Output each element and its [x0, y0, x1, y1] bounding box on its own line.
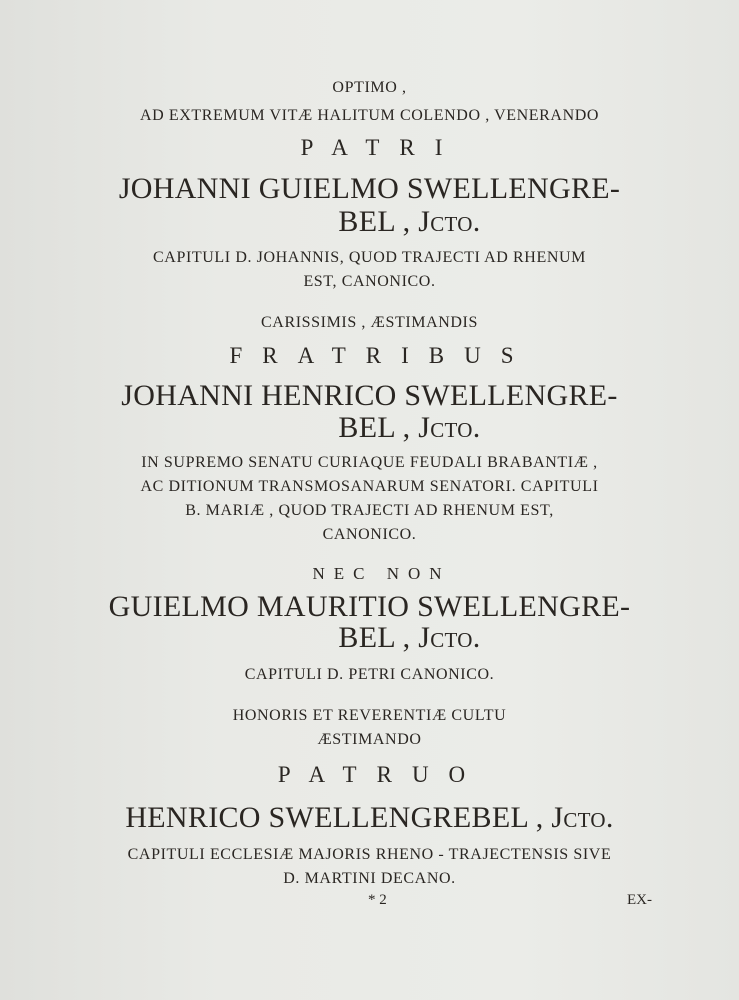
dedication-line: CANONICO.: [322, 526, 417, 543]
dedication-line: B. MARIÆ , QUOD TRAJECTI AD RHENUM EST,: [185, 502, 554, 519]
dedication-line: HONORIS ET REVERENTIÆ CULTU: [232, 707, 507, 724]
signature-mark: * 2: [368, 892, 387, 908]
dedication-heading-patruo: PATRUO: [277, 762, 486, 787]
dedication-line: CAPITULI D. PETRI CANONICO.: [244, 666, 495, 683]
dedicatee-name: JOHANNI HENRICO SWELLENGRE-: [121, 379, 618, 412]
dedicatee-name-continued: BEL , Jcto.: [338, 621, 481, 654]
dedication-line: CAPITULI ECCLESIÆ MAJORIS RHENO - TRAJECTENSIS SIVE: [127, 846, 612, 863]
dedication-line: EST, CANONICO.: [303, 273, 436, 290]
dedication-line: CARISSIMIS , ÆSTIMANDIS: [261, 314, 478, 331]
dedication-line: D. MARTINI DECANO.: [283, 870, 456, 887]
dedicatee-name: GUIELMO MAURITIO SWELLENGRE-: [108, 590, 631, 623]
dedication-line: OPTIMO ,: [332, 79, 407, 96]
dedicatee-name: JOHANNI GUIELMO SWELLENGRE-: [118, 172, 621, 205]
dedication-line: ÆSTIMANDO: [317, 731, 422, 748]
dedication-heading-patri: PATRI: [300, 135, 463, 160]
dedication-line: AD EXTREMUM VITÆ HALITUM COLENDO , VENERANDO: [139, 107, 600, 124]
catchword: EX-: [627, 892, 652, 908]
dedicatee-name-continued: BEL , Jcto.: [338, 205, 481, 238]
dedication-heading-nec-non: NEC NON: [312, 564, 451, 583]
dedication-line: CAPITULI D. JOHANNIS, QUOD TRAJECTI AD RHENUM: [153, 249, 586, 266]
dedication-line: IN SUPREMO SENATU CURIAQUE FEUDALI BRABANTIÆ ,: [141, 454, 598, 471]
dedication-line: AC DITIONUM TRANSMOSANARUM SENATORI. CAPITULI: [140, 478, 599, 495]
dedicatee-name-continued: BEL , Jcto.: [338, 411, 481, 444]
dedication-heading-fratribus: FRATRIBUS: [229, 343, 534, 368]
dedicatee-name: HENRICO SWELLENGREBEL , Jcto.: [125, 801, 614, 834]
